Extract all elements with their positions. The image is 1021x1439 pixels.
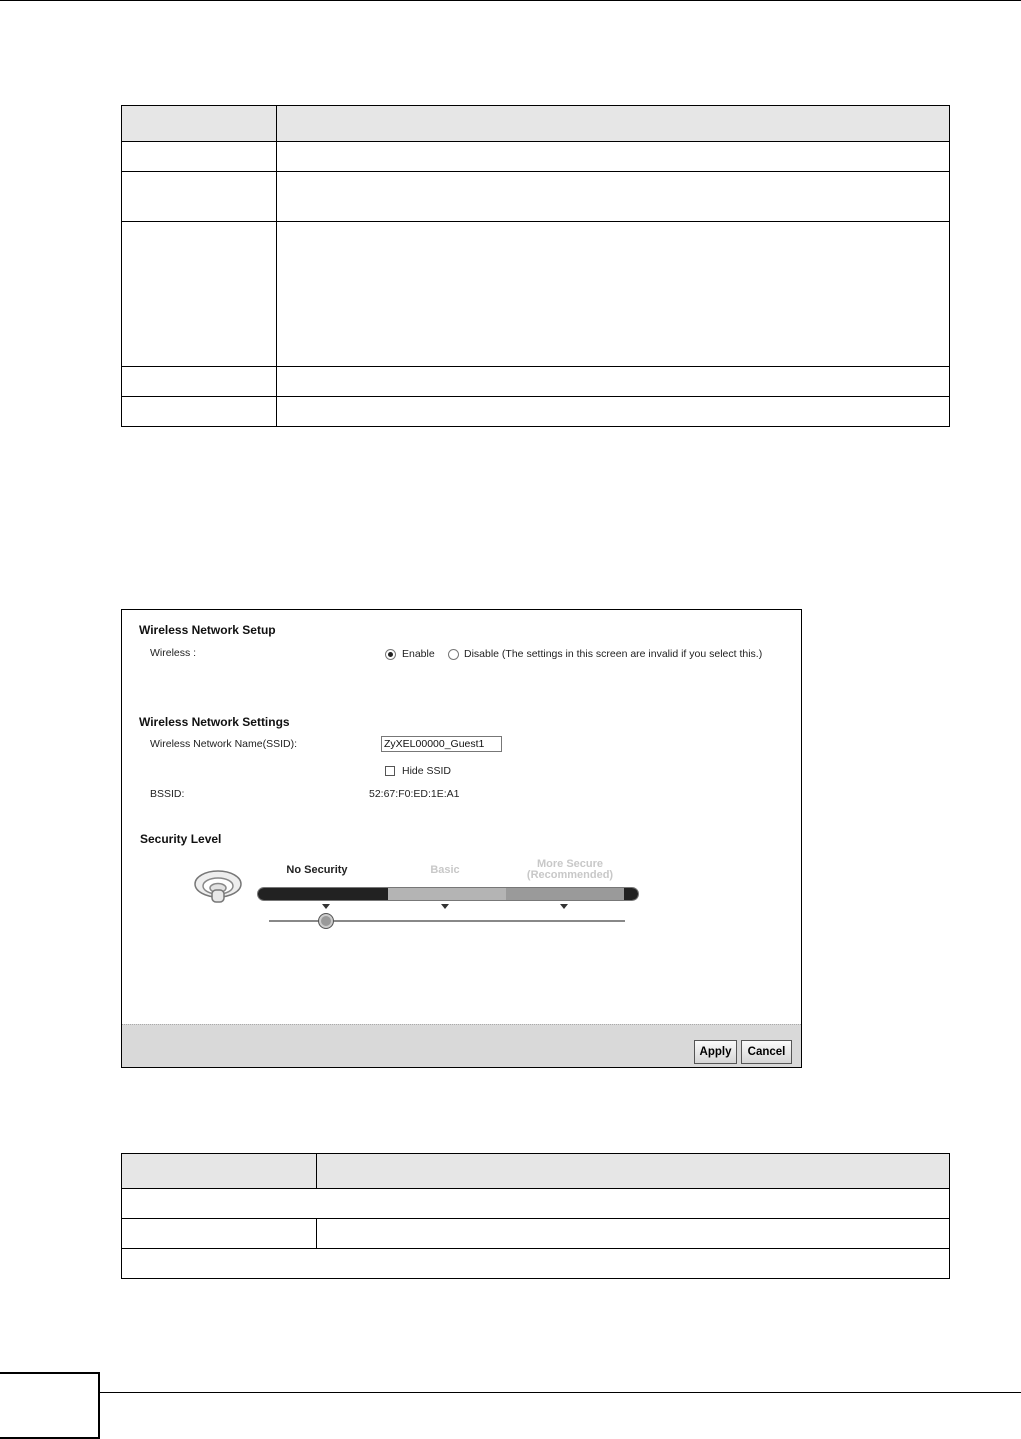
table-row xyxy=(122,142,950,172)
table-header-row xyxy=(122,106,950,142)
bar-segment-more-secure xyxy=(506,888,624,900)
level-no-security-label[interactable]: No Security xyxy=(286,864,348,876)
hide-ssid-checkbox[interactable] xyxy=(385,766,395,776)
wireless-label: Wireless : xyxy=(150,647,197,659)
wireless-network-settings-title: Wireless Network Settings xyxy=(139,715,290,729)
cancel-button[interactable]: Cancel xyxy=(741,1040,792,1064)
bar-end-cap xyxy=(624,888,639,900)
page-number-box xyxy=(0,1372,100,1439)
table-row xyxy=(122,222,950,367)
bssid-value: 52:67:F0:ED:1E:A1 xyxy=(369,788,460,800)
wireless-guest-screen xyxy=(121,609,802,1068)
more-secure-line: More Secure xyxy=(536,858,604,870)
header-cell-label xyxy=(122,1154,317,1189)
table-row xyxy=(122,367,950,397)
security-level-bar xyxy=(257,887,639,901)
footer-rule xyxy=(100,1392,1021,1393)
ssid-label: Wireless Network Name(SSID): xyxy=(150,738,298,750)
ssid-input[interactable] xyxy=(381,736,502,752)
header-cell-description xyxy=(277,106,950,142)
header-cell-label xyxy=(122,106,277,142)
table-row xyxy=(122,172,950,222)
enable-label: Enable xyxy=(402,648,435,660)
hide-ssid-label: Hide SSID xyxy=(402,765,452,777)
table-header-row xyxy=(122,1154,950,1189)
table-section-row xyxy=(122,1249,950,1279)
disable-label: Disable (The settings in this screen are invalid if you select this.) xyxy=(464,648,763,660)
top-rule xyxy=(0,0,1021,1)
recommended-line: (Recommended) xyxy=(526,869,614,881)
wireless-network-setup-title: Wireless Network Setup xyxy=(139,623,276,637)
security-level-title: Security Level xyxy=(140,832,222,846)
disable-radio[interactable] xyxy=(448,649,459,660)
enable-radio[interactable] xyxy=(385,649,396,660)
table-section-row xyxy=(122,1189,950,1219)
level-basic-label[interactable]: Basic xyxy=(430,864,460,876)
table-row xyxy=(122,1219,950,1249)
level-more-secure-label[interactable] xyxy=(510,859,630,881)
bssid-label: BSSID: xyxy=(150,788,185,800)
wireless-signal-icon xyxy=(192,866,244,906)
table-row xyxy=(122,397,950,427)
marker-more-secure-icon xyxy=(560,904,568,909)
field-description-table-top xyxy=(121,105,950,427)
header-cell-description xyxy=(317,1154,950,1189)
marker-no-security-icon xyxy=(322,904,330,909)
field-description-table-bottom xyxy=(121,1153,950,1279)
marker-basic-icon xyxy=(441,904,449,909)
security-slider-knob[interactable] xyxy=(318,913,334,929)
bar-segment-basic xyxy=(388,888,506,900)
button-bar xyxy=(122,1024,801,1068)
apply-button[interactable]: Apply xyxy=(694,1040,737,1064)
bar-segment-no-security xyxy=(258,888,388,900)
